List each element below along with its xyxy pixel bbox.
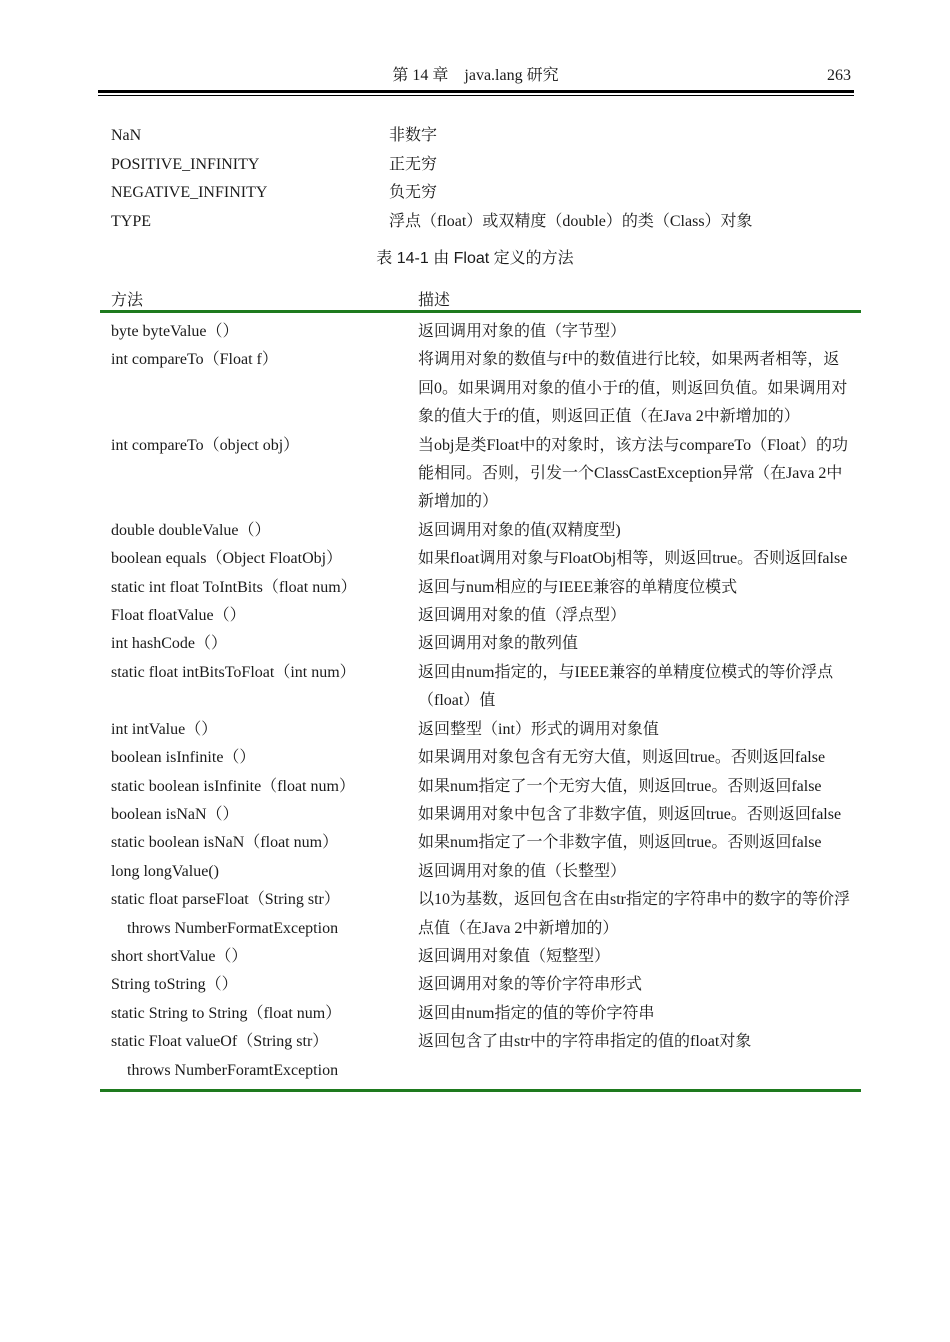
column-header-desc: 描述: [418, 292, 451, 309]
field-desc: 正无穷: [389, 155, 438, 173]
header-rule-thick: [98, 90, 854, 93]
method-description: 返回调用对象的散列值: [418, 635, 579, 653]
table-row: [111, 971, 856, 999]
method-signature: [111, 943, 247, 971]
field-name: POSITIVE_INFINITY: [111, 155, 260, 173]
method-description: 返回调用对象的值（字节型）: [418, 323, 627, 340]
table-row: [111, 886, 856, 943]
method-signature: [111, 659, 356, 687]
table-top-rule: [100, 310, 861, 313]
field-desc: 浮点（float）或双精度（double）的类（Class）对象: [389, 212, 753, 230]
table-row: [111, 1028, 856, 1085]
method-throws: throws NumberForamtException: [127, 1061, 339, 1079]
method-signature: [111, 318, 239, 346]
table-caption: 表 14-1 由 Float 定义的方法: [376, 250, 574, 267]
table-row: [111, 744, 856, 772]
method-description: 返回由num指定的值的等价字符串: [418, 1004, 655, 1022]
method-description: 以10为基数，返回包含在由str指定的字符串中的数字的等价浮点值（在Java 2中新增加的）: [418, 891, 851, 937]
method-text: boolean isInfinite（）: [111, 749, 256, 767]
method-text: boolean equals（Object FloatObj）: [111, 550, 343, 568]
field-list: [111, 122, 851, 236]
field-desc: 负无穷: [389, 184, 438, 201]
method-signature: [111, 1028, 338, 1085]
method-signature: [111, 858, 219, 886]
table-row: [111, 829, 856, 857]
method-text: int compareTo（object obj）: [111, 436, 300, 454]
column-header-method: 方法: [111, 292, 144, 309]
table-row: [111, 630, 856, 658]
table-row: [111, 318, 856, 346]
method-text: int hashCode（）: [111, 635, 227, 653]
method-signature: [111, 545, 342, 573]
method-description: 将调用对象的数值与f中的数值进行比较，如果两者相等，返回0。如果调用对象的值小于f的值，则返回负值。如果调用对象的值大于f的值，则返回正值（在Java 2中新增加的）: [418, 351, 848, 426]
method-description: 返回调用对象的等价字符串形式: [418, 976, 643, 994]
field-row: [111, 208, 851, 237]
table-row: [111, 801, 856, 829]
table-row: [111, 943, 856, 971]
method-signature: [111, 829, 338, 857]
method-description: 返回与num相应的与IEEE兼容的单精度位模式: [418, 578, 738, 596]
table-row: [111, 545, 856, 573]
method-text: static float parseFloat（String str）: [111, 891, 340, 909]
method-signature: [111, 602, 246, 630]
field-row: [111, 122, 851, 151]
table-row: [111, 574, 856, 602]
method-description: 当obj是类Float中的对象时，该方法与compareTo（Float）的功能相同。否则，引发一个ClassCastException异常（在Java 2中新增加的）: [418, 436, 848, 511]
field-name: TYPE: [111, 212, 151, 230]
method-description: 返回由num指定的，与IEEE兼容的单精度位模式的等价浮点（float）值: [418, 663, 834, 710]
page-number: 263: [827, 67, 851, 84]
method-text: String toString（）: [111, 976, 238, 994]
method-signature: [111, 432, 299, 460]
method-description: 返回整型（int）形式的调用对象值: [418, 720, 659, 738]
field-row: [111, 151, 851, 180]
method-signature: [111, 346, 278, 374]
method-signature: [111, 630, 227, 658]
method-signature: [111, 716, 217, 744]
table-row: [111, 432, 856, 517]
method-description: 返回调用对象的值(双精度型): [418, 521, 621, 539]
method-text: static int float ToIntBits（float num）: [111, 578, 357, 596]
method-table-body: [111, 318, 856, 1085]
table-row: [111, 517, 856, 545]
method-text: double doubleValue（）: [111, 521, 271, 539]
field-desc: 非数字: [389, 127, 438, 144]
table-row: [111, 716, 856, 744]
field-name: NaN: [111, 127, 142, 144]
table-row: [111, 659, 856, 716]
method-text: long longValue(): [111, 862, 219, 880]
method-text: static boolean isInfinite（float num）: [111, 777, 355, 795]
method-signature: [111, 971, 238, 999]
method-signature: [111, 886, 340, 943]
method-text: short shortValue（）: [111, 947, 248, 965]
method-text: byte byteValue（）: [111, 323, 239, 340]
method-description: 返回调用对象的值（浮点型）: [418, 607, 627, 625]
page-header: [98, 66, 853, 86]
method-signature: [111, 574, 357, 602]
method-description: 如果float调用对象与FloatObj相等，则返回true。否则返回false: [418, 550, 848, 568]
field-row: [111, 179, 851, 208]
method-description: 如果调用对象包含有无穷大值，则返回true。否则返回false: [418, 749, 826, 767]
table-row: [111, 602, 856, 630]
method-text: int compareTo（Float f）: [111, 351, 278, 369]
method-text: boolean isNaN（）: [111, 805, 239, 823]
method-text: static String to String（float num）: [111, 1004, 342, 1022]
method-text: static boolean isNaN（float num）: [111, 834, 339, 852]
method-description: 返回调用对象值（短整型）: [418, 947, 611, 965]
method-description: 如果调用对象中包含了非数字值，则返回true。否则返回false: [418, 805, 842, 823]
method-signature: [111, 773, 355, 801]
method-signature: [111, 1000, 341, 1028]
method-description: 如果num指定了一个非数字值，则返回true。否则返回false: [418, 834, 822, 852]
table-header: [100, 290, 860, 312]
method-text: static float intBitsToFloat（int num）: [111, 663, 356, 681]
method-description: 返回调用对象的值（长整型）: [418, 862, 627, 880]
field-name: NEGATIVE_INFINITY: [111, 184, 268, 201]
method-text: Float floatValue（）: [111, 607, 246, 625]
table-row: [111, 773, 856, 801]
method-text: int intValue（）: [111, 720, 218, 738]
method-signature: [111, 517, 271, 545]
method-description: 返回包含了由str中的字符串指定的值的float对象: [418, 1033, 752, 1051]
chapter-title: 第 14 章 java.lang 研究: [392, 67, 559, 84]
method-throws: throws NumberFormatException: [127, 919, 339, 937]
table-row: [111, 858, 856, 886]
method-description: 如果num指定了一个无穷大值，则返回true。否则返回false: [418, 777, 822, 795]
table-bottom-rule: [100, 1089, 861, 1092]
method-text: static Float valueOf（String str）: [111, 1033, 329, 1051]
table-row: [111, 346, 856, 431]
method-signature: [111, 744, 255, 772]
method-signature: [111, 801, 239, 829]
header-rule-thin: [98, 95, 854, 96]
table-row: [111, 1000, 856, 1028]
